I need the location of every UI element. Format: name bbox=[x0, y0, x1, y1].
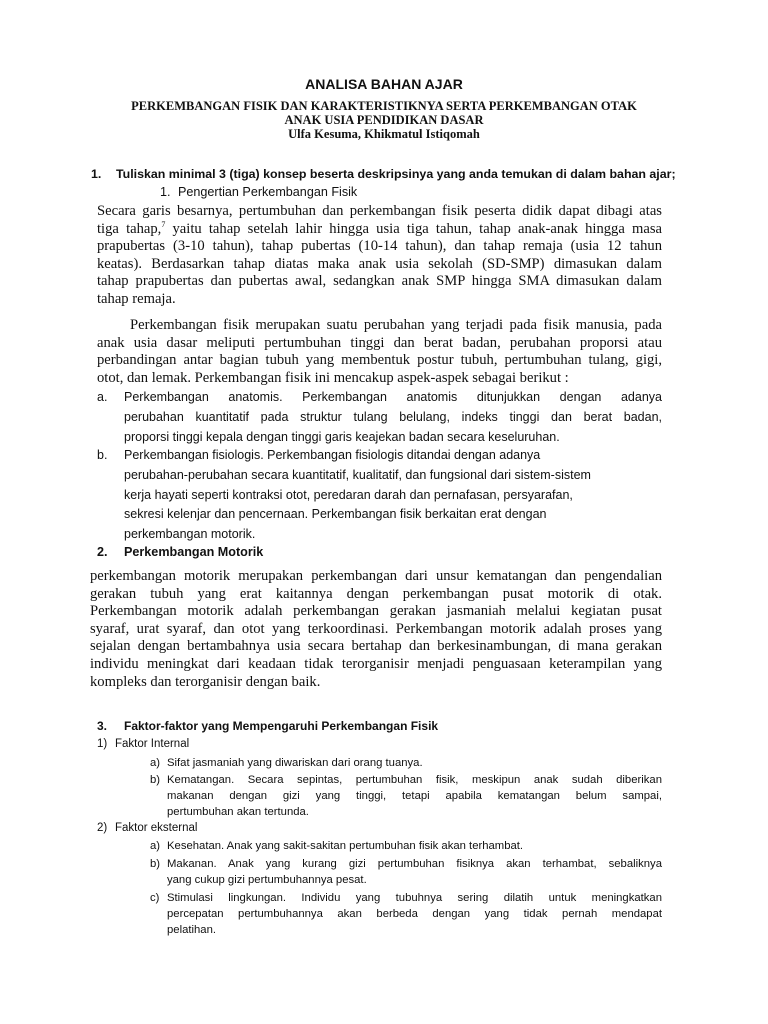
paragraph-line: gerakan tubuh yang erat kaitannya dengan perkembangan pusat motorik di otak. bbox=[90, 585, 662, 602]
section-1-paragraph-1 bbox=[97, 203, 662, 309]
paragraph-line: individu meningkat dari keadaan tidak terorganisir menjadi penguasaan keterampilan yang bbox=[90, 655, 662, 672]
section-3-heading: Faktor-faktor yang Mempengaruhi Perkembangan Fisik bbox=[124, 719, 439, 733]
external-item-b-marker: b) bbox=[150, 858, 161, 870]
paragraph-line: anak usia dasar meliputi pertumbuhan tinggi dan berat badan, perubahan proporsi atau bbox=[97, 334, 662, 351]
external-factor-marker: 2) bbox=[97, 822, 108, 834]
paragraph-line: keatas). Berdasarkan tahap diatas maka anak usia sekolah (SD-SMP) dimasukan dalam bbox=[97, 255, 662, 272]
external-factor-label: Faktor eksternal bbox=[115, 822, 198, 834]
internal-factor-marker: 1) bbox=[97, 738, 108, 750]
footnote-ref: 7 bbox=[161, 219, 166, 229]
internal-factor-label: Faktor Internal bbox=[115, 738, 190, 750]
paragraph-line: perbandingan antar bagian tubuh yang membentuk postur tubuh, pertumbuhan tulang, gigi, bbox=[97, 352, 662, 369]
external-item-c-text: Stimulasi lingkungan. Individu yang tubuhnya sering dilatih untuk meningkatkan percepatan pertumbuhannya akan berbeda dengan yang tidak pernah mendapat pelatihan. bbox=[167, 892, 662, 936]
internal-item-a-text: Sifat jasmaniah yang diwariskan dari orang tuanya. bbox=[167, 757, 423, 769]
external-item-a-text: Kesehatan. Anak yang sakit-sakitan pertumbuhan fisik akan terhambat. bbox=[167, 840, 524, 852]
paragraph-line: prapubertas (3-10 tahun), tahap pubertas (10-14 tahun), dan tahap remaja (usia 12 tahun bbox=[97, 238, 662, 255]
item-a-marker: a. bbox=[97, 390, 108, 404]
document-title: ANALISA BAHAN AJAR bbox=[305, 76, 463, 92]
section-1-number: 1. bbox=[160, 185, 171, 199]
subtitle-line-1: PERKEMBANGAN FISIK DAN KARAKTERISTIKNYA SERTA PERKEMBANGAN OTAK bbox=[131, 99, 637, 113]
paragraph-line: tahap prapubertas dan pubertas awal, sedangkan anak SMP hingga SMA dimasukan dalam bbox=[97, 273, 662, 290]
paragraph-line: otot, dan lemak. Perkembangan fisik ini mencakup aspek-aspek sebagai berikut : bbox=[97, 369, 569, 386]
section-1-heading: Pengertian Perkembangan Fisik bbox=[178, 185, 358, 199]
section-3-number: 3. bbox=[97, 719, 108, 733]
paragraph-line: perkembangan motorik merupakan perkembangan dari unsur kematangan dan pengendalian bbox=[90, 568, 662, 584]
item-b-marker: b. bbox=[97, 448, 108, 462]
external-item-a-marker: a) bbox=[150, 840, 161, 852]
internal-item-b-marker: b) bbox=[150, 774, 161, 786]
question-number: 1. bbox=[91, 167, 102, 181]
authors: Ulfa Kesuma, Khikmatul Istiqomah bbox=[288, 127, 480, 141]
external-item-b-text: Makanan. Anak yang kurang gizi pertumbuhan fisiknya akan terhambat, sebaliknya yang cukup gizi pertumbuhannya pesat. bbox=[167, 858, 662, 886]
question-text: Tuliskan minimal 3 (tiga) konsep beserta deskripsinya yang anda temukan di dalam bahan ajar; bbox=[116, 167, 676, 181]
section-2-number: 2. bbox=[97, 545, 108, 559]
section-2-heading: Perkembangan Motorik bbox=[124, 545, 264, 559]
subtitle-line-2: ANAK USIA PENDIDIKAN DASAR bbox=[284, 113, 484, 127]
item-b-text: Perkembangan fisiologis. Perkembangan fisiologis ditandai dengan adanya perubahan-perubahan secara kuantitatif, kualitatif, dan fungsional dari sistem-sistem kerja hayati seperti kontraksi otot, peredaran darah dan pernafasan, persyarafan, sekresi kelenjar dan pencernaan. Perkembangan fisik berkaitan erat dengan perkembangan motorik. bbox=[124, 448, 591, 542]
item-a-text: Perkembangan anatomis. Perkembangan anatomis ditunjukkan dengan adanya perubahan kuantitatif pada struktur tulang belulang, indeks tinggi dan berat badan, proporsi tinggi kepala dengan tinggi garis keajekan badan secara keseluruhan. bbox=[124, 390, 662, 444]
paragraph-line: tahap remaja. bbox=[97, 290, 176, 307]
paragraph-line: Secara garis besarnya, pertumbuhan dan perkembangan fisik peserta didik dapat dibagi atas bbox=[97, 203, 662, 219]
paragraph-line: kompleks dan terorganisir dengan baik. bbox=[90, 673, 321, 690]
internal-item-b-text: Kematangan. Secara sepintas, pertumbuhan fisik, meskipun anak sudah diberikan makanan dengan gizi yang tinggi, tetapi apabila kematangan belum sampai, pertumbuhan akan tertunda. bbox=[167, 774, 662, 818]
paragraph-line: Perkembangan motorik adalah perkembangan gerakan jasmaniah melalui kegiatan pusat bbox=[90, 603, 662, 620]
paragraph-line: tiga tahap,$^7$ yaitu tahap setelah lahir hingga usia tiga tahun, tahap anak-anak hingga masa bbox=[97, 219, 662, 237]
section-1-paragraph-2 bbox=[97, 317, 662, 387]
internal-item-a-marker: a) bbox=[150, 757, 161, 769]
paragraph-line: sejalan dengan bertambahnya usia secara bertahap dan berkesinambungan, di mana gerakan bbox=[90, 638, 662, 655]
paragraph-line: syaraf, urat syaraf, dan otot yang terkoordinasi. Perkembangan motorik adalah proses yang bbox=[90, 620, 662, 637]
external-item-c-marker: c) bbox=[150, 892, 160, 904]
paragraph-line: Perkembangan fisik merupakan suatu perubahan yang terjadi pada fisik manusia, pada bbox=[130, 317, 662, 333]
section-2-paragraph bbox=[90, 568, 662, 691]
